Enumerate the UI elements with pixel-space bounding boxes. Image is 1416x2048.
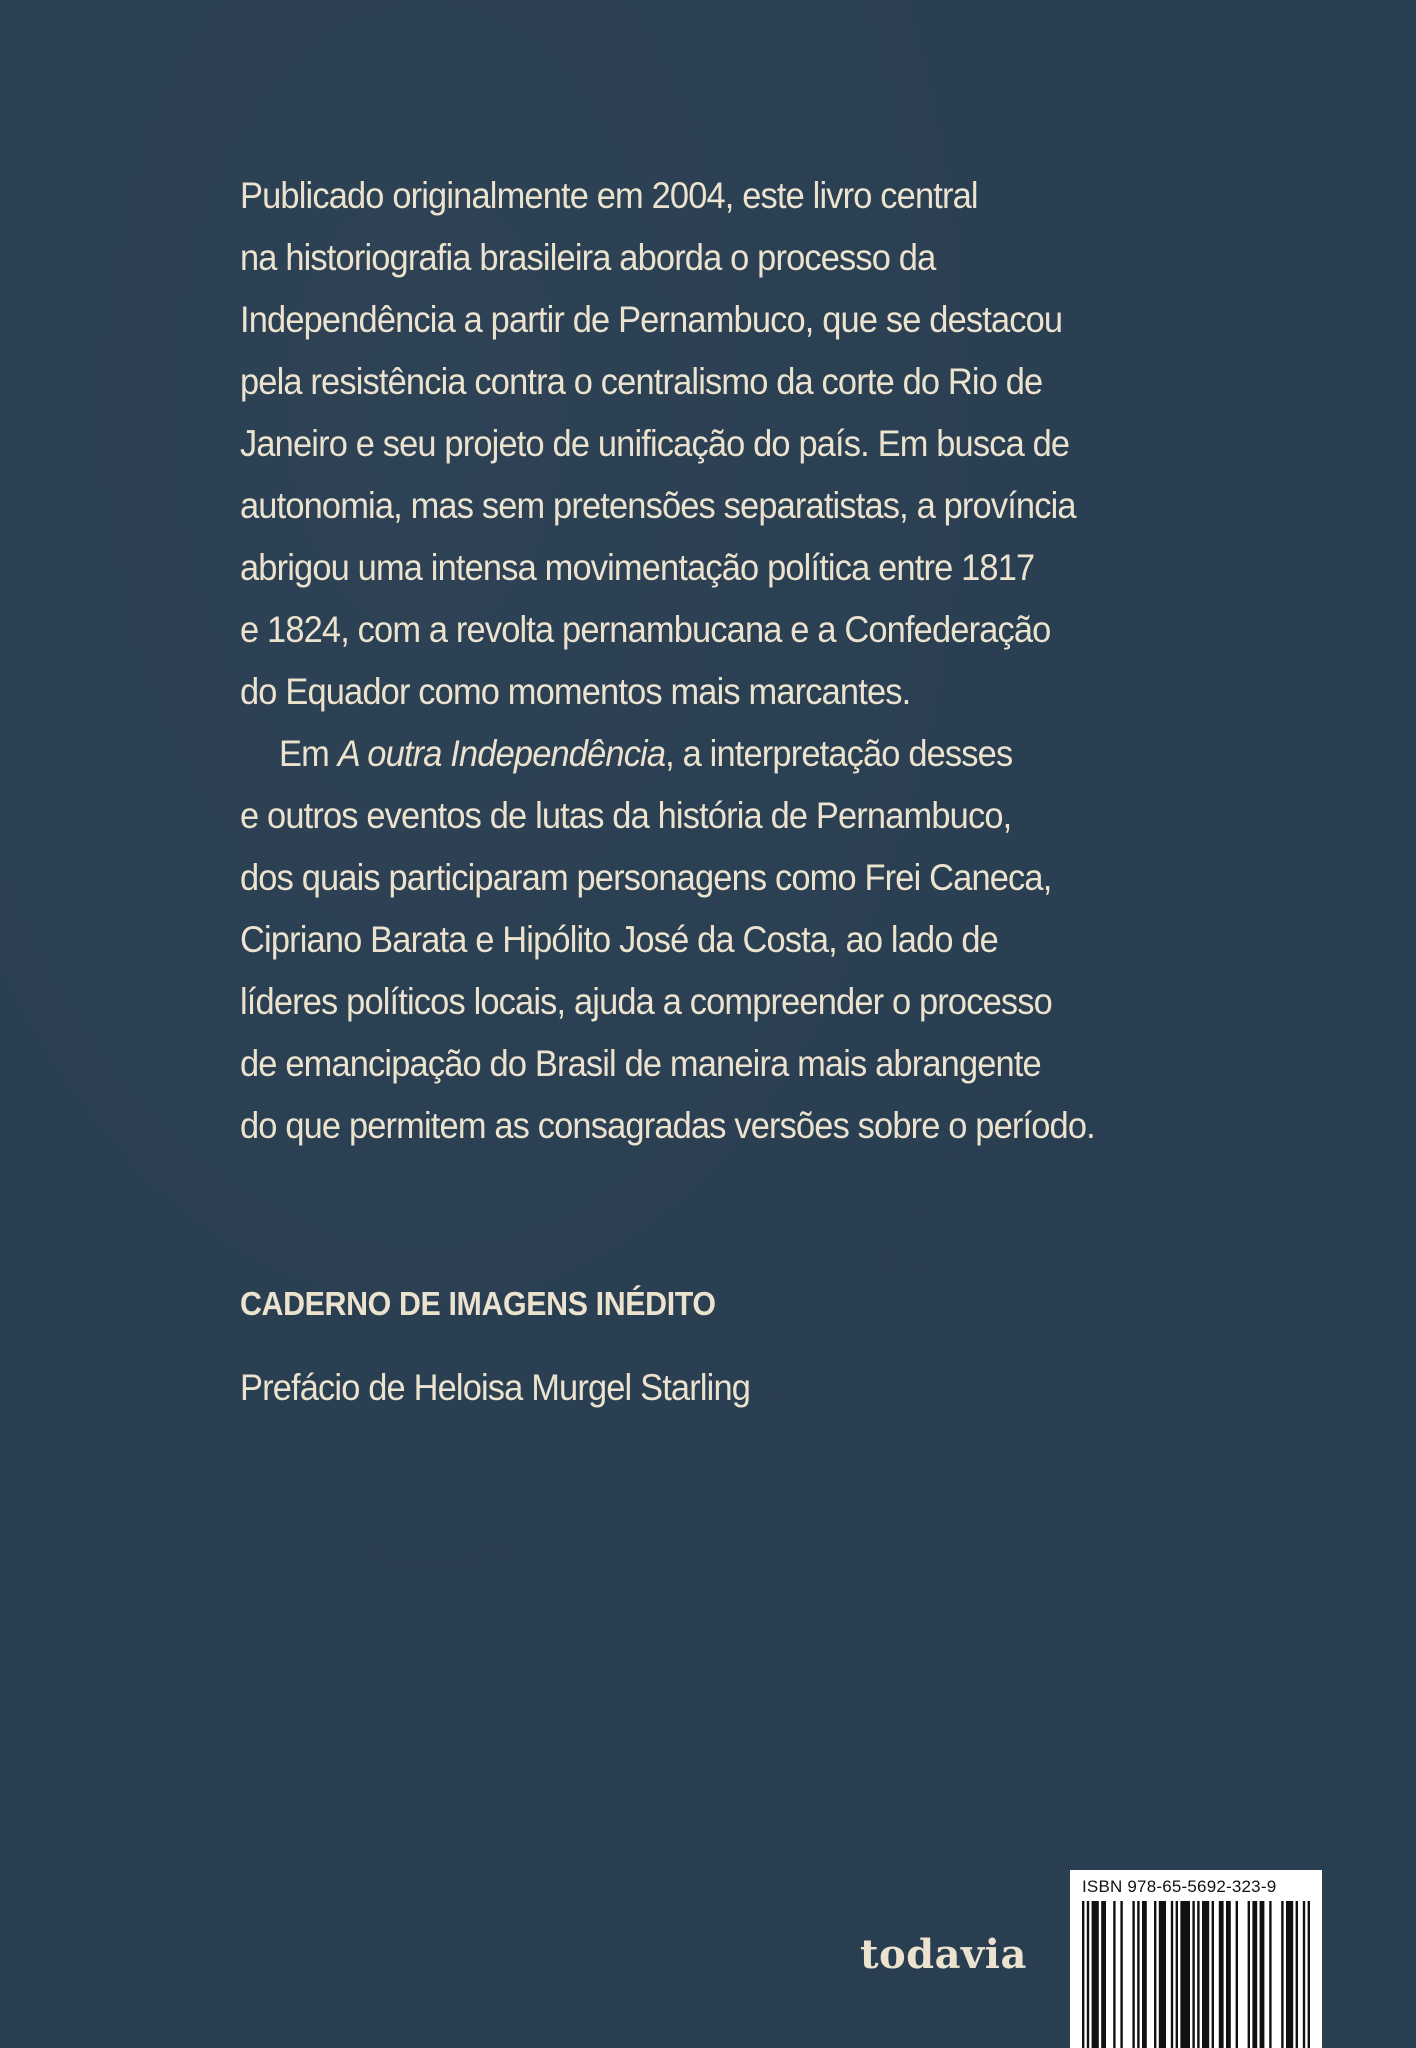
isbn-label: ISBN 978-65-5692-323-9 <box>1082 1877 1277 1896</box>
synopsis-line: dos quais participaram personagens como Frei Caneca, <box>240 857 1052 898</box>
barcode-bar <box>1308 1901 1310 2048</box>
synopsis-line: líderes políticos locais, ajuda a compreender o processo <box>240 981 1052 1022</box>
synopsis-line: Independência a partir de Pernambuco, que se destacou <box>240 299 1063 340</box>
barcode-bar <box>1281 1901 1283 2048</box>
barcode-bar <box>1202 1901 1209 2048</box>
barcode-bar <box>1269 1901 1271 2048</box>
image-section-note: CADERNO DE IMAGENS INÉDITO <box>240 1285 716 1322</box>
barcode-bar <box>1226 1901 1231 2048</box>
synopsis-line: do que permitem as consagradas versões sobre o período. <box>240 1105 1095 1146</box>
barcode-bar <box>1252 1901 1257 2048</box>
synopsis-line: Cipriano Barata e Hipólito José da Costa, ao lado de <box>240 919 998 960</box>
barcode-bar <box>1082 1901 1084 2048</box>
synopsis-line: Janeiro e seu projeto de unificação do país. Em busca de <box>240 423 1070 464</box>
barcode-bar <box>1219 1901 1224 2048</box>
barcode-bars <box>1082 1901 1310 2048</box>
synopsis-prefix: Em <box>279 733 338 774</box>
synopsis-line: Publicado originalmente em 2004, este livro central <box>240 175 978 216</box>
book-title: A outra Independência <box>337 733 666 774</box>
barcode-bar <box>1154 1901 1156 2048</box>
barcode-bar <box>1101 1901 1106 2048</box>
barcode-bar <box>1132 1901 1134 2048</box>
barcode-bar <box>1159 1901 1166 2048</box>
synopsis-line: do Equador como momentos mais marcantes. <box>240 671 911 712</box>
isbn-barcode <box>1070 1870 1322 2048</box>
barcode-bar <box>1176 1901 1178 2048</box>
barcode-bar <box>1137 1901 1139 2048</box>
barcode-bar <box>1092 1901 1099 2048</box>
barcode-bar <box>1197 1901 1199 2048</box>
barcode-bar <box>1286 1901 1293 2048</box>
barcode-bar <box>1192 1901 1194 2048</box>
barcode-bar <box>1296 1901 1298 2048</box>
barcode-bar <box>1248 1901 1250 2048</box>
synopsis-line: de emancipação do Brasil de maneira mais abrangente <box>240 1043 1041 1084</box>
barcode-bar <box>1087 1901 1089 2048</box>
barcode-bar <box>1212 1901 1214 2048</box>
barcode-bar <box>1120 1901 1122 2048</box>
synopsis-line: autonomia, mas sem pretensões separatistas, a província <box>240 485 1076 526</box>
barcode-bar <box>1303 1901 1305 2048</box>
synopsis-line: abrigou uma intensa movimentação política entre 1817 <box>240 547 1035 588</box>
synopsis-line: pela resistência contra o centralismo da corte do Rio de <box>240 361 1043 402</box>
publisher-logo: todavia <box>860 1931 1027 1978</box>
barcode-bar <box>1236 1901 1238 2048</box>
preface-credit: Prefácio de Heloisa Murgel Starling <box>240 1367 751 1408</box>
barcode-bar <box>1113 1901 1115 2048</box>
barcode-bar <box>1142 1901 1147 2048</box>
barcode-bar <box>1180 1901 1190 2048</box>
synopsis-line: e outros eventos de lutas da história de Pernambuco, <box>240 795 1012 836</box>
synopsis-line-with-title <box>240 723 1105 785</box>
barcode-bar <box>1260 1901 1265 2048</box>
synopsis-line: na historiografia brasileira aborda o processo da <box>240 237 936 278</box>
synopsis-suffix: , a interpretação desses <box>665 733 1013 774</box>
synopsis-text <box>240 165 1170 1157</box>
synopsis-line: e 1824, com a revolta pernambucana e a Confederação <box>240 609 1051 650</box>
barcode-bar <box>1171 1901 1173 2048</box>
